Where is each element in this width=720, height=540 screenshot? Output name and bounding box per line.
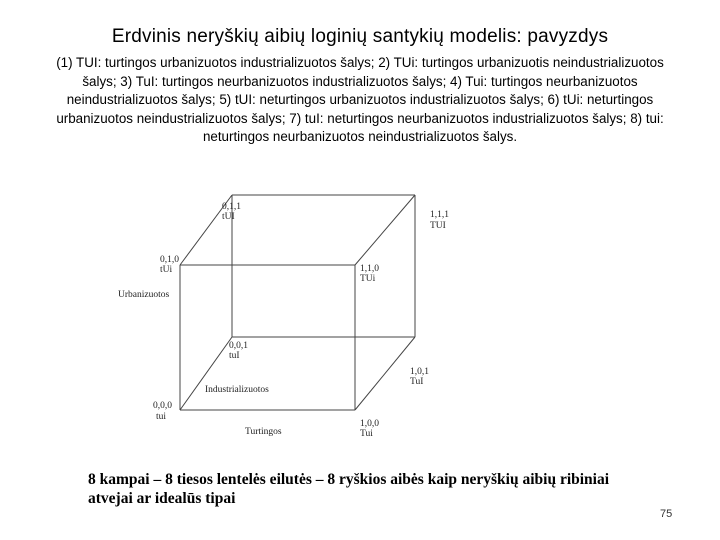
corner-010-coords: 0,1,0 <box>160 255 179 265</box>
axis-label-urbanized: Urbanizuotos <box>118 290 170 300</box>
corner-011-code: tUI <box>222 212 235 222</box>
slide-caption: 8 kampai – 8 tiesos lentelės eilutės – 8 ryškios aibės kaip neryškių aibių ribiniai atvejai ar idealūs tipai <box>88 471 610 507</box>
corner-111-coords: 1,1,1 <box>430 210 449 220</box>
corner-101-coords: 1,0,1 <box>410 367 429 377</box>
slide-description: (1) TUI: turtingos urbanizuotos industrializuotos šalys; 2) TUi: turtingos urbanizuotis neindustrializuotos šalys; 3) TuI: turtingos neurbanizuotos industrializuotos šalys; 4) Tui: turtingos neurbanizuotos neindustrializuotos šalys; 5) tUI: neturtingos urbanizuotos industrializuotos šalys; 6) tUi: neturtingos urbanizuotos neindustrializuotos šalys; 7) tuI: neturtingos neurbanizuotos industrializuotos šalys; 8) tui: neturtingos neurbanizuotos neindustrializuotos šalys. <box>56 55 664 144</box>
corner-101-code: TuI <box>410 377 424 387</box>
corner-000-coords: 0,0,0 <box>153 401 172 411</box>
corner-000-code: tui <box>156 412 167 422</box>
slide-title: Erdvinis neryškių aibių loginių santykių modelis: pavyzdys <box>111 26 609 47</box>
cube-edge <box>180 337 232 410</box>
corner-100-code: Tui <box>360 429 373 439</box>
corner-110-coords: 1,1,0 <box>360 264 379 274</box>
axis-label-industrialized: Industrializuotos <box>205 385 269 395</box>
corner-010-code: tUi <box>160 265 173 275</box>
cube-edge <box>355 337 415 410</box>
corner-001-coords: 0,0,1 <box>229 341 248 351</box>
corner-011-coords: 0,1,1 <box>222 202 241 212</box>
corner-110-code: TUi <box>360 274 376 284</box>
cube-edge <box>355 195 415 265</box>
corner-100-coords: 1,0,0 <box>360 419 379 429</box>
page-number: 75 <box>660 508 673 520</box>
corner-001-code: tuI <box>229 351 240 361</box>
corner-111-code: TUI <box>430 221 446 231</box>
axis-label-rich: Turtingos <box>245 427 282 437</box>
